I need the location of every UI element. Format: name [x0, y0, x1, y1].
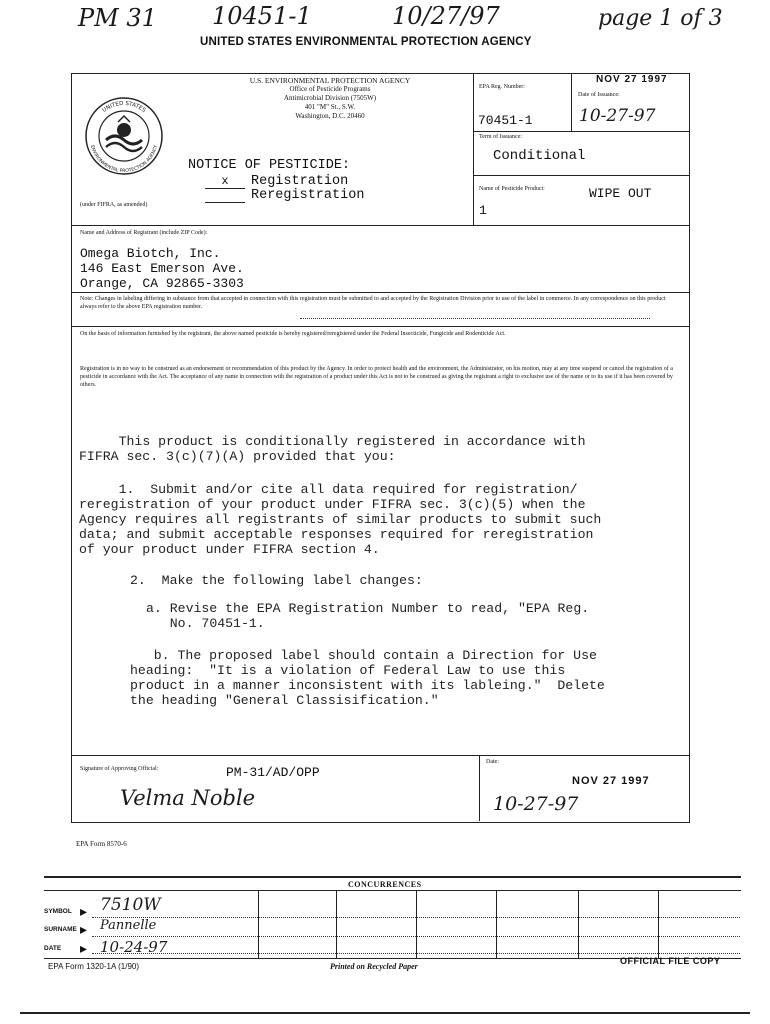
seal-text-top: UNITED STATES — [101, 100, 147, 114]
body-item-1: 1. Submit and/or cite all data required for registration/ reregistration of your product under FIFRA sec. 3(c)(5) when the Agency requires all registrants of similar products to submit such data; and submit acceptable responses required for reregistration of your product under FIFRA section 4. — [79, 482, 602, 557]
issuance-label: Date of Issuance: — [578, 92, 620, 98]
signature-label: Signature of Approving Official: — [80, 766, 159, 772]
letterhead-division: Antimicrobial Division (7505W) — [283, 94, 377, 102]
footer-file-copy: OFFICIAL FILE COPY — [620, 956, 721, 966]
reg-number-value: 70451-1 — [478, 113, 533, 128]
concurrences-title: CONCURRENCES — [348, 880, 422, 889]
signature-office: PM-31/AD/OPP — [226, 765, 320, 780]
registration-label: Registration — [251, 174, 349, 189]
reg-number-label: EPA Reg. Number: — [479, 84, 525, 90]
date-stamp: NOV 27 1997 — [572, 775, 650, 787]
concurrence-symbol: 7510W — [100, 895, 161, 915]
body-intro: This product is conditionally registered in accordance with FIFRA sec. 3(c)(7)(A) provided that you: — [79, 434, 586, 464]
product-label: Name of Pesticide Product: — [479, 186, 545, 192]
epa-seal — [84, 96, 164, 176]
footer-recycled: Printed on Recycled Paper — [330, 962, 418, 971]
endorsement-text: Registration is in no way to be construed as an endorsement or recommendation of this product by the Agency. In order to protect health and the environment, the Administrator, on his motion, may at any time suspend or cancel the registration of a pesticide in accordance with the Act. The acceptance of any name in connection with the registration of a product under this Act is not to be construed as giving the registrant a right to exclusive use of the name or to its use if it has been covered by others. — [80, 366, 673, 388]
product-value: WIPE OUT — [589, 186, 652, 201]
signature-name: Velma Noble — [120, 786, 256, 810]
notice-title: NOTICE OF PESTICIDE: — [188, 158, 351, 173]
registration-mark: x — [221, 174, 229, 188]
letterhead — [200, 76, 460, 121]
registrant-city: Orange, CA 92865-3303 — [80, 276, 244, 291]
term-label: Term of Issuance: — [479, 134, 522, 140]
seal-text-bottom: ENVIRONMENTAL PROTECTION AGENCY — [88, 144, 160, 174]
concurrence-row-symbol: SYMBOL — [44, 908, 72, 915]
concurrence-row-date: DATE — [44, 945, 62, 952]
svg-text:UNITED STATES — [102, 101, 147, 114]
reregistration-label: Reregistration — [251, 188, 365, 203]
handwritten-page: page 1 of 3 — [598, 6, 723, 31]
letterhead-agency: U.S. ENVIRONMENTAL PROTECTION AGENCY — [249, 76, 411, 85]
letterhead-office: Office of Pesticide Programs — [289, 85, 371, 93]
concurrence-date: 10-24-97 — [100, 938, 168, 956]
body-item-2a: a. Revise the EPA Registration Number to read, "EPA Reg. No. 70451-1. — [146, 601, 590, 631]
issuance-stamp: NOV 27 1997 — [596, 74, 668, 85]
date-handwritten: 10-27-97 — [493, 793, 579, 815]
footer-form: EPA Form 1320-1A (1/90) — [48, 962, 140, 971]
registrant-label: Name and Address of Registrant (include ZIP Code): — [80, 230, 208, 236]
note-text: Note: Changes in labeling differing in substance from that accepted in connection with this registration must be submitted to and accepted by the Registration Division prior to use of the label in commerce. In any correspondence on this product always refer to the above EPA registration number. — [80, 296, 666, 310]
agency-title: UNITED STATES ENVIRONMENTAL PROTECTION AGENCY — [200, 36, 532, 48]
basis-text: On the basis of information furnished by the registrant, the above named pesticide is hereby registered/reregistered under the Federal Insecticide, Fungicide and Rodenticide Act. — [80, 331, 506, 337]
svg-text:ENVIRONMENTAL PROTECTION AGENC — [89, 144, 159, 174]
letterhead-city: Washington, D.C. 20460 — [295, 112, 365, 120]
registrant-street: 146 East Emerson Ave. — [80, 261, 244, 276]
issuance-handwritten: 10-27-97 — [579, 106, 656, 126]
term-value: Conditional — [493, 148, 586, 164]
handwritten-reg: 10451-1 — [212, 2, 312, 30]
registrant-name: Omega Biotch, Inc. — [80, 246, 221, 261]
concurrence-surname: Pannelle — [100, 918, 157, 933]
body-item-2: 2. Make the following label changes: — [130, 573, 423, 588]
handwritten-date: 10/27/97 — [392, 2, 500, 30]
concurrence-row-surname: SURNAME — [44, 926, 77, 933]
date-label: Date: — [486, 759, 499, 765]
handwritten-pm: PM 31 — [78, 4, 157, 32]
body-item-2b: b. The proposed label should contain a Direction for Use heading: "It is a violation of Federal Law to use this product in a manner inconsistent with its lableing." Delete the heading "General Classisification." — [130, 648, 605, 708]
fifra-note: (under FIFRA, as amended) — [80, 202, 148, 208]
form-number: EPA Form 8570-6 — [76, 840, 127, 848]
product-value-line2: 1 — [479, 203, 487, 218]
registration-checkbox — [205, 174, 245, 189]
letterhead-street: 401 "M" St., S.W. — [304, 103, 356, 111]
